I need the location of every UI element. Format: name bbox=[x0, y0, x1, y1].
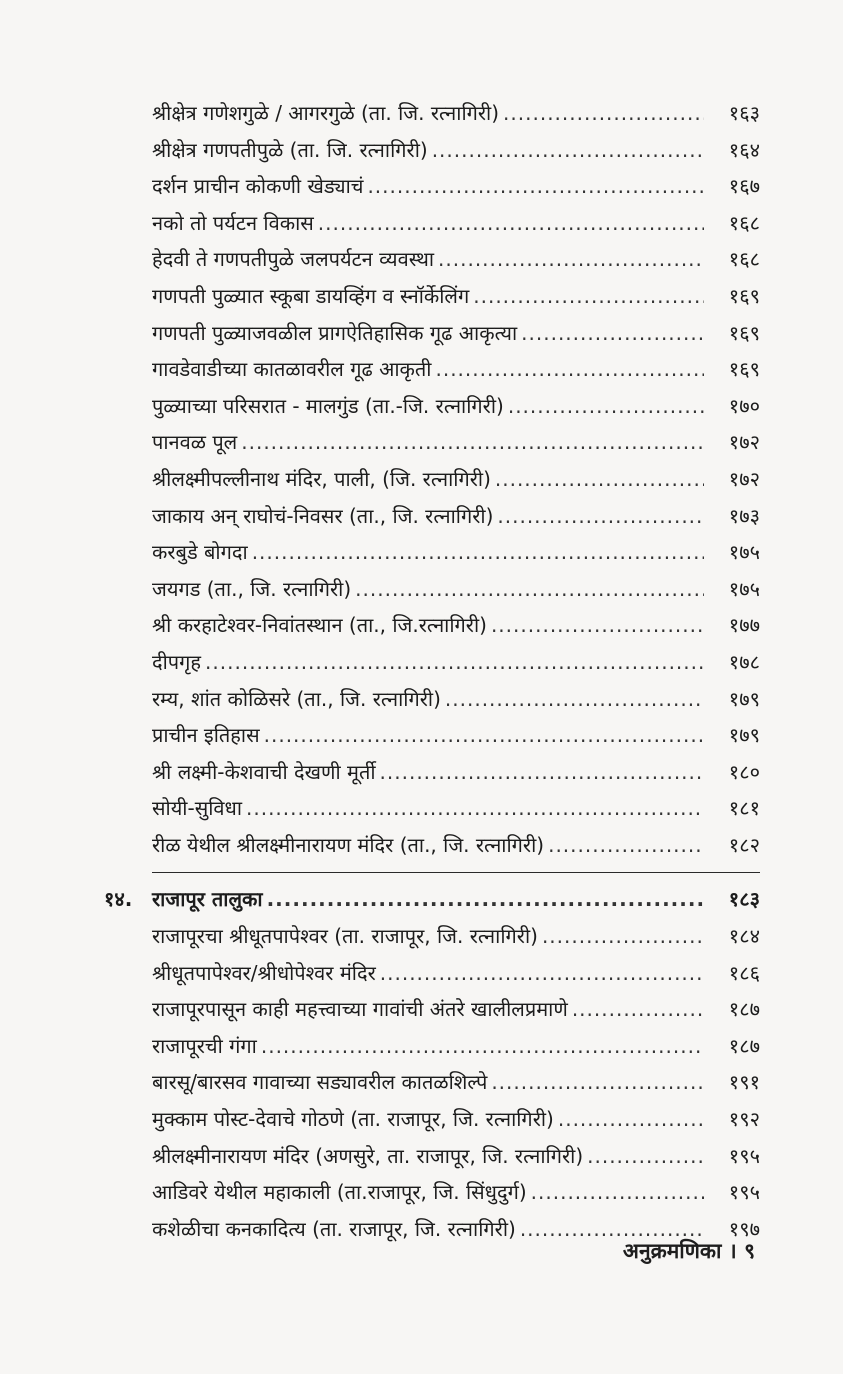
toc-entry bbox=[100, 315, 760, 352]
toc-entry-page: १७८ bbox=[728, 649, 760, 674]
dot-leader bbox=[521, 315, 704, 352]
toc-entry-title: प्राचीन इतिहास bbox=[152, 723, 260, 748]
toc-entry-page: १६४ bbox=[728, 137, 760, 162]
toc-entry-page: १८७ bbox=[728, 1033, 760, 1058]
dot-leader bbox=[558, 1101, 704, 1138]
dot-leader bbox=[473, 278, 704, 315]
dot-leader bbox=[503, 95, 704, 132]
toc-entry-page: १७७ bbox=[728, 613, 760, 638]
toc-entry-page: १६८ bbox=[728, 247, 760, 272]
toc-entry bbox=[100, 205, 760, 242]
toc-entry-title: पुळ्याच्या परिसरात - मालगुंड (ता.-जि. रत्नागिरी) bbox=[152, 393, 504, 418]
toc-section-heading bbox=[100, 881, 760, 918]
toc-entry-title: राजापूरपासून काही महत्त्वाच्या गावांची अंतरे खालीलप्रमाणे bbox=[152, 997, 568, 1022]
toc-entry bbox=[100, 571, 760, 608]
toc-entry-title: दीपगृह bbox=[152, 649, 202, 674]
dot-leader bbox=[264, 717, 704, 754]
toc-entry bbox=[100, 991, 760, 1028]
toc-entry bbox=[100, 95, 760, 132]
toc-entry-title: दर्शन प्राचीन कोकणी खेड्याचं bbox=[152, 174, 364, 199]
toc-entry-page: १६९ bbox=[728, 320, 760, 345]
toc-entry-title: राजापूरची गंगा bbox=[152, 1033, 257, 1058]
dot-leader bbox=[261, 1028, 704, 1065]
toc-entry-title: गणपती पुळ्यात स्कूबा डायव्हिंग व स्नॉर्केलिंग bbox=[152, 283, 470, 308]
dot-leader bbox=[508, 388, 704, 425]
toc-entry-page: १९२ bbox=[728, 1107, 760, 1132]
dot-leader bbox=[380, 754, 704, 791]
dot-leader bbox=[241, 424, 704, 461]
dot-leader bbox=[367, 168, 704, 205]
toc-entry-title: श्रीधूतपापेश्वर/श्रीधोपेश्वर मंदिर bbox=[152, 960, 376, 985]
toc-entry-page: १७२ bbox=[728, 430, 760, 455]
toc-entry bbox=[100, 534, 760, 571]
toc-entry bbox=[100, 1174, 760, 1211]
dot-leader bbox=[542, 918, 704, 955]
dot-leader bbox=[531, 1174, 704, 1211]
toc-entry-page: १९५ bbox=[728, 1180, 760, 1205]
toc-entry bbox=[100, 955, 760, 992]
toc-entry-page: १९१ bbox=[728, 1070, 760, 1095]
toc-entry-title: आडिवरे येथील महाकाली (ता.राजापूर, जि. सिंधुदुर्ग) bbox=[152, 1180, 527, 1205]
toc-entry-title: राजापूरचा श्रीधूतपापेश्वर (ता. राजापूर, जि. रत्नागिरी) bbox=[152, 924, 538, 949]
toc-entry-page: १७५ bbox=[728, 576, 760, 601]
dot-leader bbox=[495, 461, 704, 498]
toc-entry bbox=[100, 168, 760, 205]
toc-entry bbox=[100, 918, 760, 955]
toc-entry-page: १७० bbox=[728, 393, 760, 418]
toc-entry-page: १७५ bbox=[728, 540, 760, 565]
toc-entry-page: १७३ bbox=[728, 503, 760, 528]
toc-entry bbox=[100, 132, 760, 169]
dot-leader bbox=[267, 881, 704, 918]
toc-entry-title: गणपती पुळ्याजवळील प्रागऐतिहासिक गूढ आकृत्या bbox=[152, 320, 518, 345]
dot-leader bbox=[205, 644, 704, 681]
toc-entry-page: १६३ bbox=[728, 101, 760, 125]
toc-entry bbox=[100, 461, 760, 498]
toc-entry-page: १६९ bbox=[728, 357, 760, 382]
dot-leader bbox=[445, 681, 704, 718]
toc-entry-title: रीळ येथील श्रीलक्ष्मीनारायण मंदिर (ता., जि. रत्नागिरी) bbox=[152, 832, 545, 857]
toc-entry-page: १८२ bbox=[728, 832, 760, 857]
toc-entry-page: १९५ bbox=[728, 1143, 760, 1168]
dot-leader bbox=[435, 351, 704, 388]
toc-entry-title: श्रीक्षेत्र गणपतीपुळे (ता. जि. रत्नागिरी) bbox=[152, 137, 428, 162]
toc-entry-title: नको तो पर्यटन विकास bbox=[152, 210, 314, 235]
toc-entry-page: १८० bbox=[728, 759, 760, 784]
dot-leader bbox=[380, 955, 704, 992]
toc-entry bbox=[100, 1064, 760, 1101]
toc-entry-page: १७९ bbox=[728, 723, 760, 748]
page-footer: अनुक्रमणिका । ९ bbox=[622, 1239, 755, 1263]
toc-entry bbox=[100, 351, 760, 388]
dot-leader bbox=[491, 607, 704, 644]
toc-entry-page: १८४ bbox=[728, 924, 760, 949]
toc-entry-page: १८१ bbox=[728, 796, 760, 821]
dot-leader bbox=[432, 132, 704, 169]
toc-entry bbox=[100, 754, 760, 791]
dot-leader bbox=[246, 790, 704, 827]
dot-leader bbox=[355, 571, 704, 608]
toc-entry-page: १७२ bbox=[728, 466, 760, 491]
toc-entry bbox=[100, 498, 760, 535]
toc-entry bbox=[100, 278, 760, 315]
dot-leader bbox=[438, 241, 704, 278]
toc-entry bbox=[100, 241, 760, 278]
toc-entry-title: राजापूर तालुका bbox=[152, 887, 263, 912]
toc-entry-title: मुक्काम पोस्ट-देवाचे गोठणे (ता. राजापूर, जि. रत्नागिरी) bbox=[152, 1107, 554, 1132]
toc-entry-title: श्रीक्षेत्र गणेशगुळे / आगरगुळे (ता. जि. रत्नागिरी) bbox=[152, 101, 500, 125]
toc-entry-page: १९७ bbox=[728, 1216, 760, 1241]
toc-entry-page: १६८ bbox=[728, 210, 760, 235]
toc-entry bbox=[100, 717, 760, 754]
toc-entry bbox=[100, 1028, 760, 1065]
dot-leader bbox=[572, 991, 704, 1028]
toc-entry-number: १४. bbox=[104, 887, 133, 912]
dot-leader bbox=[587, 1138, 704, 1175]
toc-entry-title: श्रीलक्ष्मीनारायण मंदिर (अणसुरे, ता. राजापूर, जि. रत्नागिरी) bbox=[152, 1143, 584, 1168]
toc-entry-title: श्री करहाटेश्वर-निवांतस्थान (ता., जि.रत्नागिरी) bbox=[152, 613, 487, 638]
toc-entry-title: हेदवी ते गणपतीपुळे जलपर्यटन व्यवस्था bbox=[152, 247, 435, 272]
toc-entry bbox=[100, 607, 760, 644]
dot-leader bbox=[497, 498, 704, 535]
toc-entry-page: १६७ bbox=[728, 174, 760, 199]
toc-entry-page: १७९ bbox=[728, 686, 760, 711]
toc-entry bbox=[100, 790, 760, 827]
toc-entry bbox=[100, 644, 760, 681]
toc-entry bbox=[100, 827, 760, 864]
toc-entry-page: १८३ bbox=[728, 887, 760, 912]
toc-entry bbox=[100, 681, 760, 718]
dot-leader bbox=[491, 1064, 704, 1101]
dot-leader bbox=[252, 534, 704, 571]
toc-entry-title: श्रीलक्ष्मीपल्लीनाथ मंदिर, पाली, (जि. रत्नागिरी) bbox=[152, 466, 491, 491]
table-of-contents bbox=[100, 95, 760, 1247]
toc-entry-page: १८६ bbox=[728, 960, 760, 985]
toc-entry-title: पानवळ पूल bbox=[152, 430, 238, 455]
toc-entry-title: श्री लक्ष्मी-केशवाची देखणी मूर्ती bbox=[152, 759, 376, 784]
toc-entry bbox=[100, 1101, 760, 1138]
toc-entry-title: बारसू/बारसव गावाच्या सड्यावरील कातळशिल्पे bbox=[152, 1070, 488, 1095]
toc-entry-page: १६९ bbox=[728, 283, 760, 308]
toc-entry bbox=[100, 388, 760, 425]
toc-entry-title: रम्य, शांत कोळिसरे (ता., जि. रत्नागिरी) bbox=[152, 686, 441, 711]
toc-entry-title: जाकाय अन् राघोचं-निवसर (ता., जि. रत्नागिरी) bbox=[152, 503, 494, 528]
toc-entry-page: १८७ bbox=[728, 997, 760, 1022]
dot-leader bbox=[318, 205, 704, 242]
toc-entry-title: कशेळीचा कनकादित्य (ता. राजापूर, जि. रत्नागिरी) bbox=[152, 1216, 516, 1241]
toc-entry bbox=[100, 424, 760, 461]
dot-leader bbox=[548, 827, 704, 864]
toc-entry bbox=[100, 1138, 760, 1175]
toc-entry-title: सोयी-सुविधा bbox=[152, 796, 242, 821]
toc-entry-title: गावडेवाडीच्या कातळावरील गूढ आकृती bbox=[152, 357, 432, 382]
toc-entry-title: करबुडे बोगदा bbox=[152, 540, 248, 565]
toc-entry-title: जयगड (ता., जि. रत्नागिरी) bbox=[152, 576, 352, 601]
